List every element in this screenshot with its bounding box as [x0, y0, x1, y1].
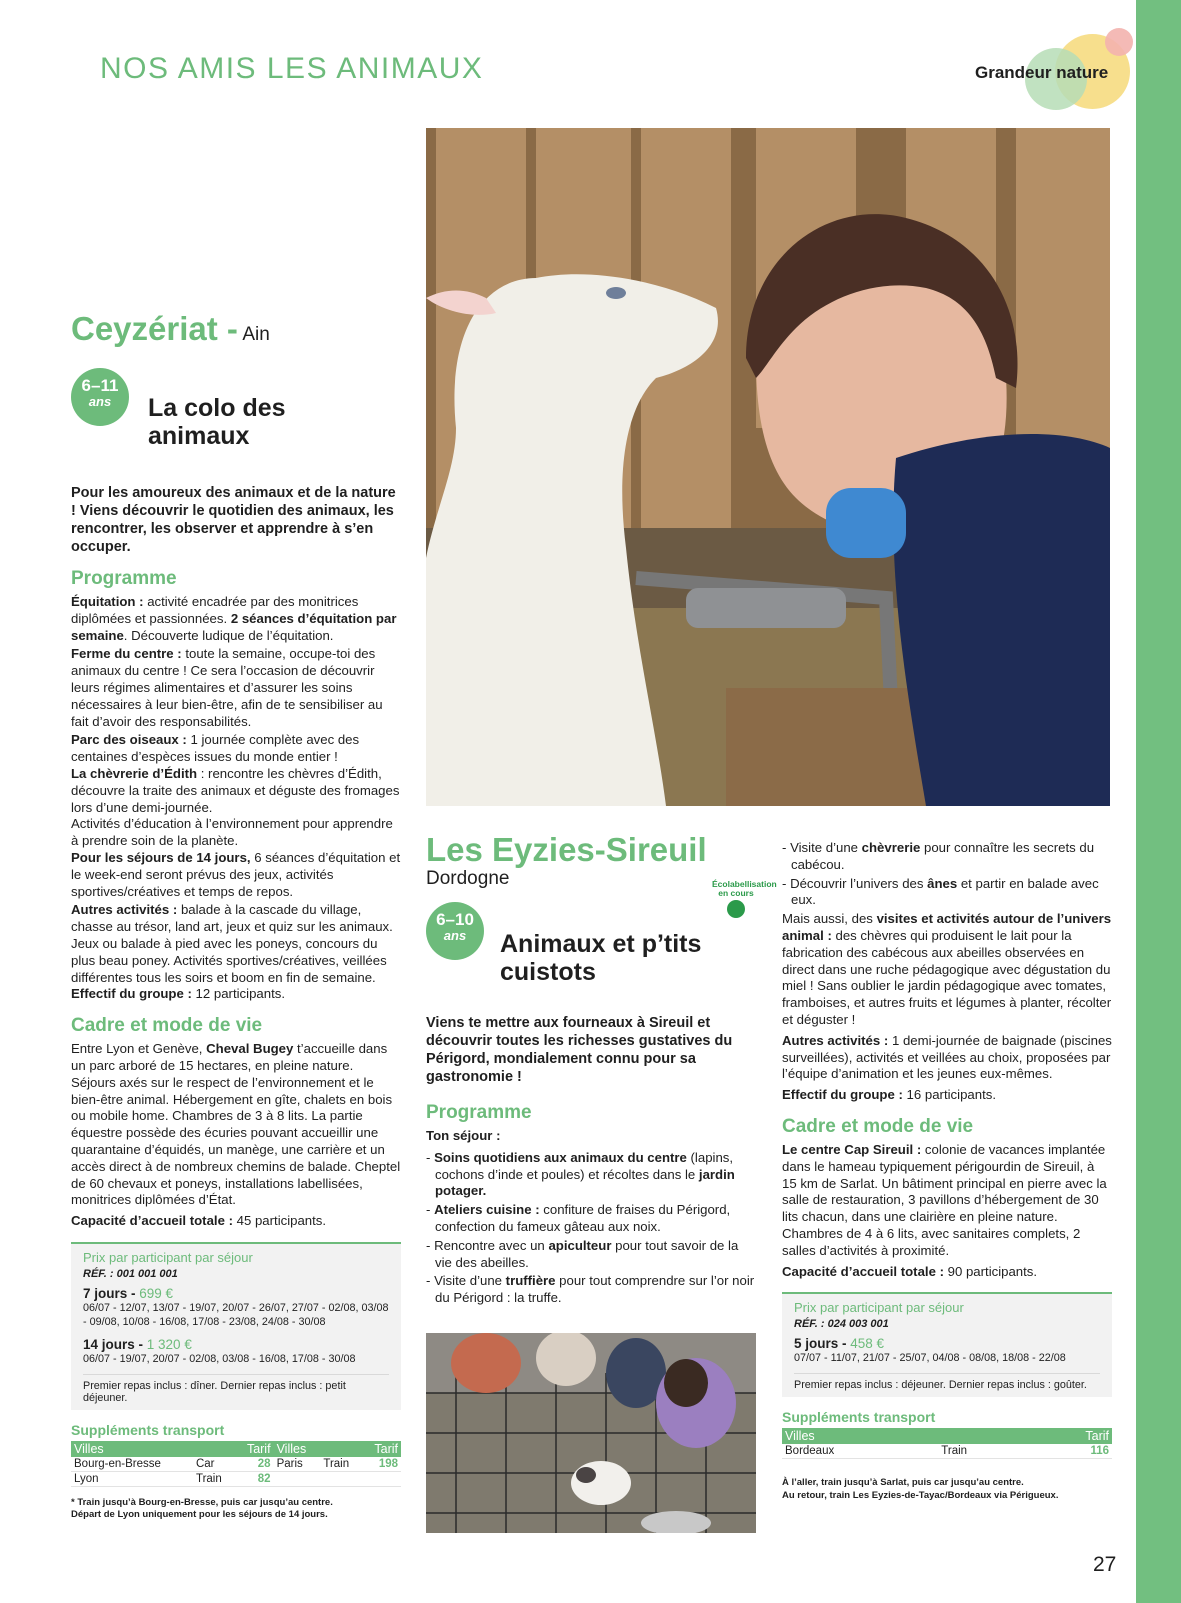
programme-heading: Programme	[71, 568, 177, 589]
cadre-heading: Cadre et mode de vie	[782, 1115, 974, 1137]
cadre-heading: Cadre et mode de vie	[71, 1015, 263, 1037]
transport-table: Villes Tarif Villes Tarif Bourg-en-Bresse Car 28 Paris Train 198 Lyon Train 82	[71, 1441, 401, 1487]
age-badge: 6–11 ans	[71, 368, 129, 426]
table-row: Bourg-en-Bresse Car 28 Paris Train 198	[71, 1457, 401, 1472]
destination-title: Les Eyzies-Sireuil	[426, 831, 707, 868]
age-badge: 6–10 ans	[426, 902, 484, 960]
stay-title: La colo des animaux	[148, 394, 286, 450]
programme-text-continued: - Visite d’une chèvrerie pour connaître les secrets du cabécou. - Découvrir l’univers des ânes et partir en balade avec eux. Mais aussi, des visites et activités autour de l’univers animal : des chèvres qui produisent le lait pour la fabrication des cabécous aux abeilles observées en direct dans une ruche pédagogique avec dégustation du miel ! Sans oublier le jardin pédagogique avec tomates, framboises, et autres fruits et légumes à planter, récolter et déguster ! Autres activités : 1 demi-journée de baignade (piscines surveillées), activités et veillées au choix, proposées par l’équipe d’animation et les jeunes eux-mêmes. Effectif du groupe : 16 participants.	[782, 840, 1112, 1103]
left-column	[71, 310, 401, 1522]
programme-text: Équitation : activité encadrée par des monitrices diplômées et passionnées. 2 séances d’équitation par semaine. Découverte ludique de l’équitation. Ferme du centre : toute la semaine, occupe-toi des animaux du centre ! Ce sera l’occasion de découvrir leurs régimes alimentaires et d’assurer les soins nécessaires à leur bien-être, afin de te sensibiliser au fait d’avoir des responsabilités. Parc des oiseaux : 1 journée complète avec des centaines d’espèces issues du monde entier ! La chèvrerie d’Édith : rencontre les chèvres d’Édith, découvre la traite des animaux et déguste des fromages lors d’une demi-journée. Activités d’éducation à l’environnement pour apprendre à prendre soin de la planète. Pour les séjours de 14 jours, 6 séances d’équitation et le week-end seront prévus des jeux, activités sportives/créatives et temps de repos. Autres activités : balade à la cascade du village, chasse au trésor, land art, jeux et quiz sur les animaux. Jeux ou balade à pied avec les poneys, concours du plus beau poney. Activités sportives/créatives, veillées différentes tous les soirs et boom en fin de semaine. Effectif du groupe : 12 participants.	[71, 594, 401, 1002]
price-box: Prix par participant par séjour RÉF. : 001 001 001 7 jours - 699 € 06/07 - 12/07, 13/07 - 19/07, 20/07 - 26/07, 27/07 - 02/08, 03/08 - 09/08, 10/08 - 16/08, 17/08 - 23/08, 24/08 - 30/08 14 jours - 1 320 € 06/07 - 19/07, 20/07 - 02/08, 03/08 - 16/08, 17/08 - 30/08 Premier repas inclus : dîner. Dernier repas inclus : petit déjeuner.	[71, 1242, 401, 1410]
destination-title: Ceyzériat -	[71, 310, 238, 347]
middle-column	[426, 832, 756, 1309]
side-color-band	[1136, 0, 1181, 1603]
children-with-rabbit-photo	[426, 1333, 756, 1533]
destination-region: Dordogne	[426, 868, 510, 889]
category-label: Grandeur nature	[975, 63, 1109, 82]
transport-table: Villes Tarif Bordeaux Train 116	[782, 1428, 1112, 1459]
programme-text: Ton séjour : - Soins quotidiens aux animaux du centre (lapins, cochons d’inde et poules) et récoltes dans le jardin potager. - Ateliers cuisine : confiture de fraises du Périgord, confection du fameux gâteau aux noix. - Rencontre avec un apiculteur pour tout savoir de la vie des abeilles. - Visite d’une truffière pour tout comprendre sur l’or noir du Périgord : la truffe.	[426, 1128, 755, 1306]
stay-title: Animaux et p’tits cuistots	[500, 930, 702, 986]
price-box: Prix par participant par séjour RÉF. : 024 003 001 5 jours - 458 € 07/07 - 11/07, 21/07 - 25/07, 04/08 - 08/08, 18/08 - 22/08 Premier repas inclus : déjeuner. Dernier repas inclus : goûter.	[782, 1292, 1112, 1397]
programme-heading: Programme	[426, 1102, 532, 1123]
leaf-icon	[727, 900, 745, 918]
transport-heading: Suppléments transport	[71, 1421, 225, 1438]
cadre-text: Entre Lyon et Genève, Cheval Bugey t’accueille dans un parc arboré de 15 hectares, en pleine nature. Séjours axés sur le respect de l’environnement et le bien-être animal. Hébergement en gîte, chalets en bois ou mobile home. Chambres de 3 à 8 lits. La partie équestre possède des écuries pouvant accueillir une quarantaine d’équidés, un manège, une carrière et un accès direct à de nombreux chemins de balade. Cheptel de 60 chevaux et poneys, installations labellisées, monitrices diplômées d’État. Capacité d’accueil totale : 45 participants.	[71, 1041, 401, 1229]
table-row: Bordeaux Train 116	[782, 1444, 1112, 1459]
ecolabel-logo: Écolabellisation en cours	[712, 880, 760, 918]
page-number: 27	[1093, 1553, 1117, 1576]
section-title: NOS AMIS LES ANIMAUX	[100, 52, 484, 85]
stay-intro: Viens te mettre aux fourneaux à Sireuil et découvrir toutes les richesses gustatives du Périgord, mondialement connu pour sa gastronomie !	[426, 1015, 733, 1085]
destination-region: Ain	[242, 324, 270, 345]
right-column	[782, 840, 1112, 1502]
transport-heading: Suppléments transport	[782, 1409, 936, 1426]
stay-intro: Pour les amoureux des animaux et de la nature ! Viens découvrir le quotidien des animaux, les rencontrer, les observer et apprendre à s’en occuper.	[71, 485, 396, 555]
cadre-text: Le centre Cap Sireuil : colonie de vacances implantée dans le hameau typiquement périgourdin de Sireuil, à 15 km de Sarlat. Un bâtiment principal en pierre avec la salle de restauration, 3 pavillons d’hébergement de 30 lits chacun, dans une clairière en pleine nature. Chambres de 4 à 6 lits, avec sanitaires complets, 2 salles d’activités à proximité. Capacité d’accueil totale : 90 participants.	[782, 1141, 1107, 1279]
transport-footnote: À l’aller, train jusqu’à Sarlat, puis car jusqu’au centre. Au retour, train Les Eyzies-de-Tayac/Bordeaux via Périgueux.	[782, 1477, 1059, 1501]
girl-and-goat-photo	[426, 128, 1110, 806]
table-row: Lyon Train 82	[71, 1471, 401, 1486]
transport-footnote: * Train jusqu’à Bourg-en-Bresse, puis car jusqu’au centre. Départ de Lyon uniquement pour les séjours de 14 jours.	[71, 1496, 333, 1521]
